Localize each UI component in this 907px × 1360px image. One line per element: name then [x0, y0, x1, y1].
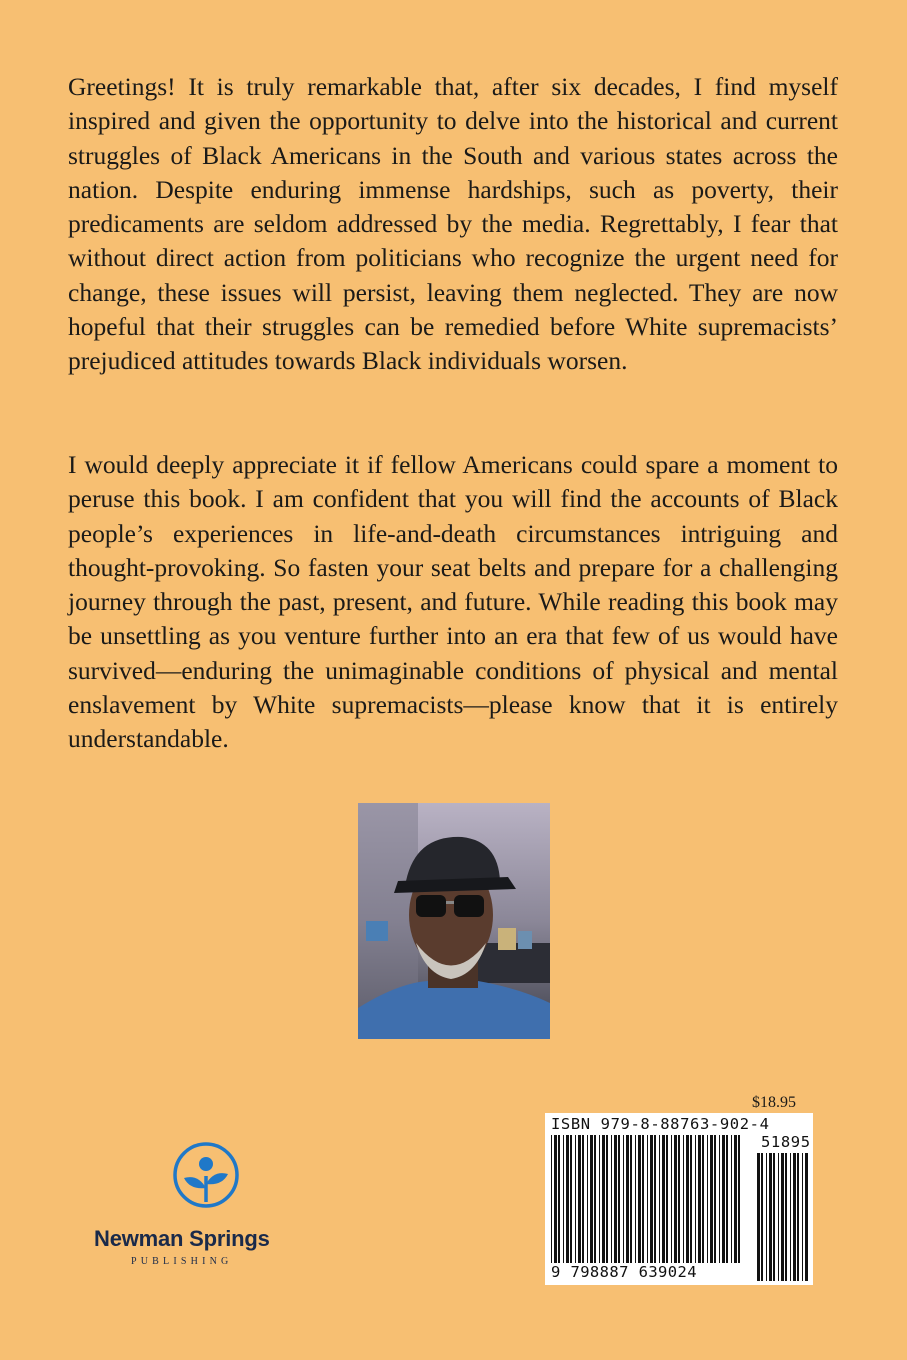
barcode-bar	[599, 1135, 600, 1263]
ean-digits: 9 798887 639024	[551, 1263, 697, 1281]
barcode-bar	[714, 1135, 716, 1263]
barcode-bar	[781, 1153, 784, 1281]
barcode-bar	[734, 1135, 737, 1263]
barcode-bar	[590, 1135, 593, 1263]
barcode-bar	[647, 1135, 648, 1263]
barcode-bar	[626, 1135, 629, 1263]
barcode-bar	[554, 1135, 557, 1263]
barcode-bar	[650, 1135, 653, 1263]
isbn-label: ISBN 979-8-88763-902-4	[551, 1115, 770, 1133]
barcode-bar	[674, 1135, 677, 1263]
barcode-bar	[719, 1135, 720, 1263]
barcode-bar	[690, 1135, 692, 1263]
barcode-bar	[683, 1135, 684, 1263]
barcode-bar	[666, 1135, 668, 1263]
barcode-bar	[726, 1135, 728, 1263]
barcode-bar	[738, 1135, 740, 1263]
barcode-bar	[805, 1153, 808, 1281]
barcode-bar	[582, 1135, 584, 1263]
barcode-bar	[722, 1135, 725, 1263]
barcode-bar	[785, 1153, 787, 1281]
publisher-subtitle: PUBLISHING	[131, 1256, 233, 1267]
barcode-bar	[662, 1135, 665, 1263]
barcode-bar	[630, 1135, 632, 1263]
barcode-bar	[642, 1135, 644, 1263]
barcode-bar	[618, 1135, 620, 1263]
barcode-bar	[575, 1135, 576, 1263]
blurb-paragraph-1: Greetings! It is truly remarkable that, after six decades, I find myself inspired and given the opportunity to delve into the historical and current struggles of Black Americans in the South and various states across the nation. Despite enduring immense hardships, such as poverty, their predicaments are seldom addressed by the media. Regrettably, I fear that without direct action from politicians who recognize the urgent need for change, these issues will persist, leaving them neglected. They are now hopeful that their struggles can be remedied before White supremacists’ prejudiced attitudes towards Black individuals worsen.	[68, 72, 838, 376]
barcode-bar	[611, 1135, 612, 1263]
barcode-bar	[802, 1153, 803, 1281]
barcode-bar	[623, 1135, 624, 1263]
barcode-bar	[790, 1153, 791, 1281]
barcode-bar	[594, 1135, 596, 1263]
barcode-bar	[671, 1135, 672, 1263]
barcode-bar	[757, 1153, 760, 1281]
barcode-bar	[702, 1135, 704, 1263]
barcode-bar	[769, 1153, 772, 1281]
barcode-bar	[797, 1153, 799, 1281]
barcode-bar	[551, 1135, 552, 1263]
barcode-bar	[602, 1135, 605, 1263]
barcode-bar	[587, 1135, 588, 1263]
publisher-name: Newman Springs	[94, 1226, 270, 1251]
barcode-bar	[793, 1153, 796, 1281]
barcode-bar	[766, 1153, 767, 1281]
barcode-bar	[635, 1135, 636, 1263]
barcode-bar	[695, 1135, 696, 1263]
isbn-barcode	[545, 1113, 813, 1285]
barcode-bar	[698, 1135, 701, 1263]
barcode-bar	[773, 1153, 775, 1281]
barcode-bar	[659, 1135, 660, 1263]
barcode-bar	[731, 1135, 732, 1263]
barcode-bar	[606, 1135, 608, 1263]
barcode-bar	[570, 1135, 572, 1263]
barcode-bar	[654, 1135, 656, 1263]
barcode-bar	[563, 1135, 564, 1263]
barcode-bar	[678, 1135, 680, 1263]
barcode-bar	[566, 1135, 569, 1263]
barcode-bar	[638, 1135, 641, 1263]
blurb-paragraph-2: I would deeply appreciate it if fellow Americans could spare a moment to peruse this book. I am confident that you will find the accounts of Black people’s experiences in life-and-death circumstances intriguing and thought-provoking. So fasten your seat belts and prepare for a challenging journey through the past, present, and future. While reading this book may be unsettling as you venture further into an era that few of us would have survived—enduring the unimaginable conditions of physical and mental enslavement by White supremacists—please know that it is entirely understandable.	[68, 450, 838, 754]
barcode-bar	[778, 1153, 779, 1281]
addon-digits: 51895	[761, 1133, 811, 1151]
barcode-bar	[578, 1135, 581, 1263]
author-photo	[358, 803, 550, 1039]
barcode-bar	[614, 1135, 617, 1263]
price-label: $18.95	[752, 1094, 796, 1111]
barcode-bar	[761, 1153, 763, 1281]
barcode-bar	[710, 1135, 713, 1263]
barcode-bar	[707, 1135, 708, 1263]
barcode-bar	[686, 1135, 689, 1263]
barcode-bar	[558, 1135, 560, 1263]
author-photo-illustration	[358, 803, 550, 1039]
